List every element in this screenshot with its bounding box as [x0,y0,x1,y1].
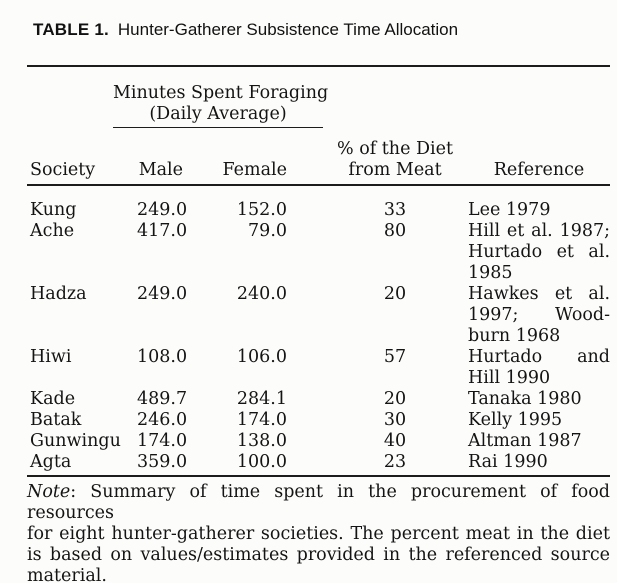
society-cell: Kung [30,200,77,220]
note-line1-text: : Summary of time spent in the procurement of food resources [27,482,610,523]
society-cell: Gunwingu [30,431,121,451]
female-minutes-cell: 284.1 [236,389,288,409]
diet-percent-cell: 80 [383,221,407,241]
table-row [27,410,610,431]
spanner-row [27,66,610,128]
society-cell: Hadza [30,284,87,304]
diet-header-line2: from Meat [348,160,442,180]
female-minutes-cell: 240.0 [236,284,288,304]
reference-cell: Rai 1990 [463,452,610,476]
male-minutes-cell: 417.0 [137,221,188,241]
male-column-header: Male [137,128,183,185]
society-column-header: Society [27,128,137,185]
female-minutes-cell: 152.0 [236,200,288,220]
spanner-line2: (Daily Average) [149,104,287,124]
male-minutes-cell: 249.0 [137,284,188,304]
diet-percent-cell: 30 [383,410,407,430]
male-minutes-cell: 359.0 [137,452,183,476]
diet-column-header [287,128,463,185]
column-header-row [27,128,610,185]
reference-cell: Altman 1987 [468,431,582,451]
reference-cell: Kelly 1995 [468,410,563,430]
table-body [27,185,610,476]
female-column-header: Female [183,128,287,185]
reference-cell: Hawkes et al. 1997; Wood- burn 1968 [468,284,611,346]
reference-column-header: Reference [463,128,610,185]
spanner-empty-cell [463,66,610,128]
male-minutes-cell: 174.0 [137,431,188,451]
society-cell: Ache [30,221,75,241]
reference-cell: Tanaka 1980 [468,389,582,409]
diet-percent-cell: 33 [383,200,407,220]
table-row [27,185,610,221]
spanner-line1: Minutes Spent Foraging [113,83,329,103]
reference-cell: Lee 1979 [468,200,551,220]
society-cell: Batak [30,410,82,430]
table-head [27,66,610,185]
table-row [27,431,610,452]
table-row [27,389,610,410]
diet-percent-cell: 57 [383,347,407,367]
table-note [27,482,610,583]
female-minutes-cell: 100.0 [183,452,287,476]
society-cell: Agta [27,452,137,476]
diet-percent-cell: 20 [383,389,407,409]
table-title-text: Hunter-Gatherer Subsistence Time Allocation [117,20,459,39]
male-minutes-cell: 249.0 [137,200,188,220]
table-title [33,20,610,40]
note-line [27,482,610,524]
reference-cell: Hill et al. 1987; Hurtado et al. 1985 [468,221,611,283]
female-minutes-cell: 79.0 [248,221,288,241]
diet-percent-cell: 20 [383,284,407,304]
diet-percent-cell: 23 [287,452,463,476]
data-table [27,65,610,477]
table-row [27,221,610,284]
female-minutes-cell: 106.0 [236,347,288,367]
table-row [27,347,610,389]
female-minutes-cell: 174.0 [236,410,288,430]
female-minutes-cell: 138.0 [236,431,288,451]
foraging-spanner-header [113,66,329,128]
note-label: Note [27,482,71,502]
society-cell: Kade [30,389,76,409]
reference-cell: Hurtado and Hill 1990 [468,347,611,388]
table-number-label: TABLE 1. [33,20,109,39]
male-minutes-cell: 246.0 [137,410,188,430]
note-rest-lines: for eight hunter-gatherer societies. The percent meat in the diet is based on values/estimates provided in the referenced source material. [27,524,610,583]
male-minutes-cell: 108.0 [137,347,188,367]
male-minutes-cell: 489.7 [137,389,188,409]
table-row [27,452,610,476]
diet-header-line1: % of the Diet [337,139,454,159]
table-row [27,284,610,347]
diet-percent-cell: 40 [383,431,407,451]
society-cell: Hiwi [30,347,72,367]
